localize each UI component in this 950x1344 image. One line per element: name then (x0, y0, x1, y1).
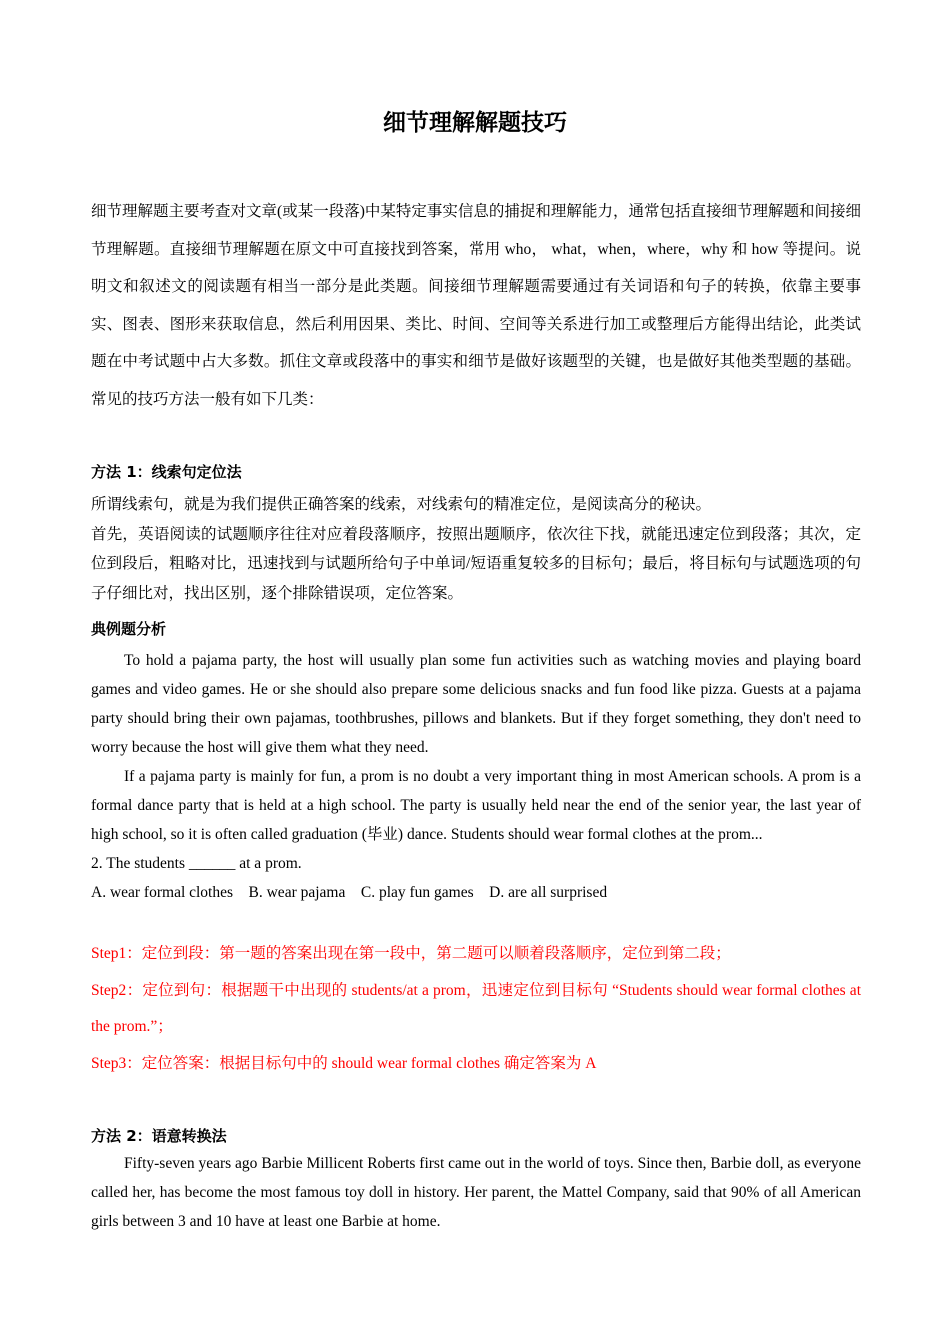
step-2: Step2：定位到句：根据题干中出现的 students/at a prom，迅速定位到目标句 “Students should wear formal clothes at the prom.”； (91, 981, 861, 1035)
step-3: Step3：定位答案：根据目标句中的 should wear formal clothes 确定答案为 A (91, 1054, 597, 1072)
example-heading: 典例题分析 (91, 620, 167, 638)
question-text: 2. The students ______ at a prom. (91, 855, 302, 872)
method2-paragraph: Fifty-seven years ago Barbie Millicent Roberts first came out in the world of toys. Since then, Barbie doll, as everyone called her, has become the most famous toy doll in history. Her parent, the Mattel Company, said that 90% of all American girls between 3 and 10 have at least one Barbie at home. (91, 1155, 861, 1230)
step-1: Step1：定位到段：第一题的答案出现在第一段中，第二题可以顺着段落顺序，定位到第二段； (91, 945, 731, 962)
passage-paragraph-2: If a pajama party is mainly for fun, a prom is no doubt a very important thing in most American schools. A prom is a formal dance party that is held at a high school. The party is usually held near the end of the senior year, the last year of high school, so it is often called graduation (毕业) dance. Students should wear formal clothes at the prom... (91, 768, 861, 843)
method1-definition: 所谓线索句，就是为我们提供正确答案的线索，对线索句的精准定位，是阅读高分的秘诀。 (91, 496, 712, 513)
solution-steps (91, 936, 861, 1082)
page-title: 细节理解解题技巧 (383, 110, 567, 136)
method1-body (91, 490, 861, 608)
intro-paragraph (91, 193, 861, 418)
method2-passage (91, 1149, 861, 1236)
method1-heading: 方法 1：线索句定位法 (91, 463, 242, 481)
method2-heading: 方法 2：语意转换法 (91, 1127, 227, 1145)
intro-text: 细节理解题主要考查对文章(或某一段落)中某特定事实信息的捕捉和理解能力，通常包括直接细节理解题和间接细节理解题。直接细节理解题在原文中可直接找到答案，常用 who， what，when，where，why 和 how 等提问。说明文和叙述文的阅读题有相当一部分是此类题。间接细节理解题需要通过有关词语和句子的转换，依靠主要事实、图表、图形来获取信息，然后利用因果、类比、时间、空间等关系进行加工或整理后方能得出结论，此类试题在中考试题中占大多数。抓住文章或段落中的事实和细节是做好该题型的关键，也是做好其他类型题的基础。常见的技巧方法一般有如下几类： (91, 203, 861, 408)
answer-options: A. wear formal clothes B. wear pajama C. play fun games D. are all surprised (91, 884, 608, 901)
passage-paragraph-1: To hold a pajama party, the host will usually plan some fun activities such as watching movies and playing board games and video games. He or she should also prepare some delicious snacks and fun food like pizza. Guests at a pajama party should bring their own pajamas, toothbrushes, pillows and blankets. But if they forget something, they don't need to worry because the host will give them what they need. (91, 652, 861, 756)
example-passage (91, 646, 861, 907)
method1-steps: 首先，英语阅读的试题顺序往往对应着段落顺序，按照出题顺序，依次往下找，就能迅速定位到段落；其次，定位到段后，粗略对比，迅速找到与试题所给句子中单词/短语重复较多的目标句；最后，将目标句与试题选项的句子仔细比对，找出区别，逐个排除错误项，定位答案。 (91, 525, 861, 602)
